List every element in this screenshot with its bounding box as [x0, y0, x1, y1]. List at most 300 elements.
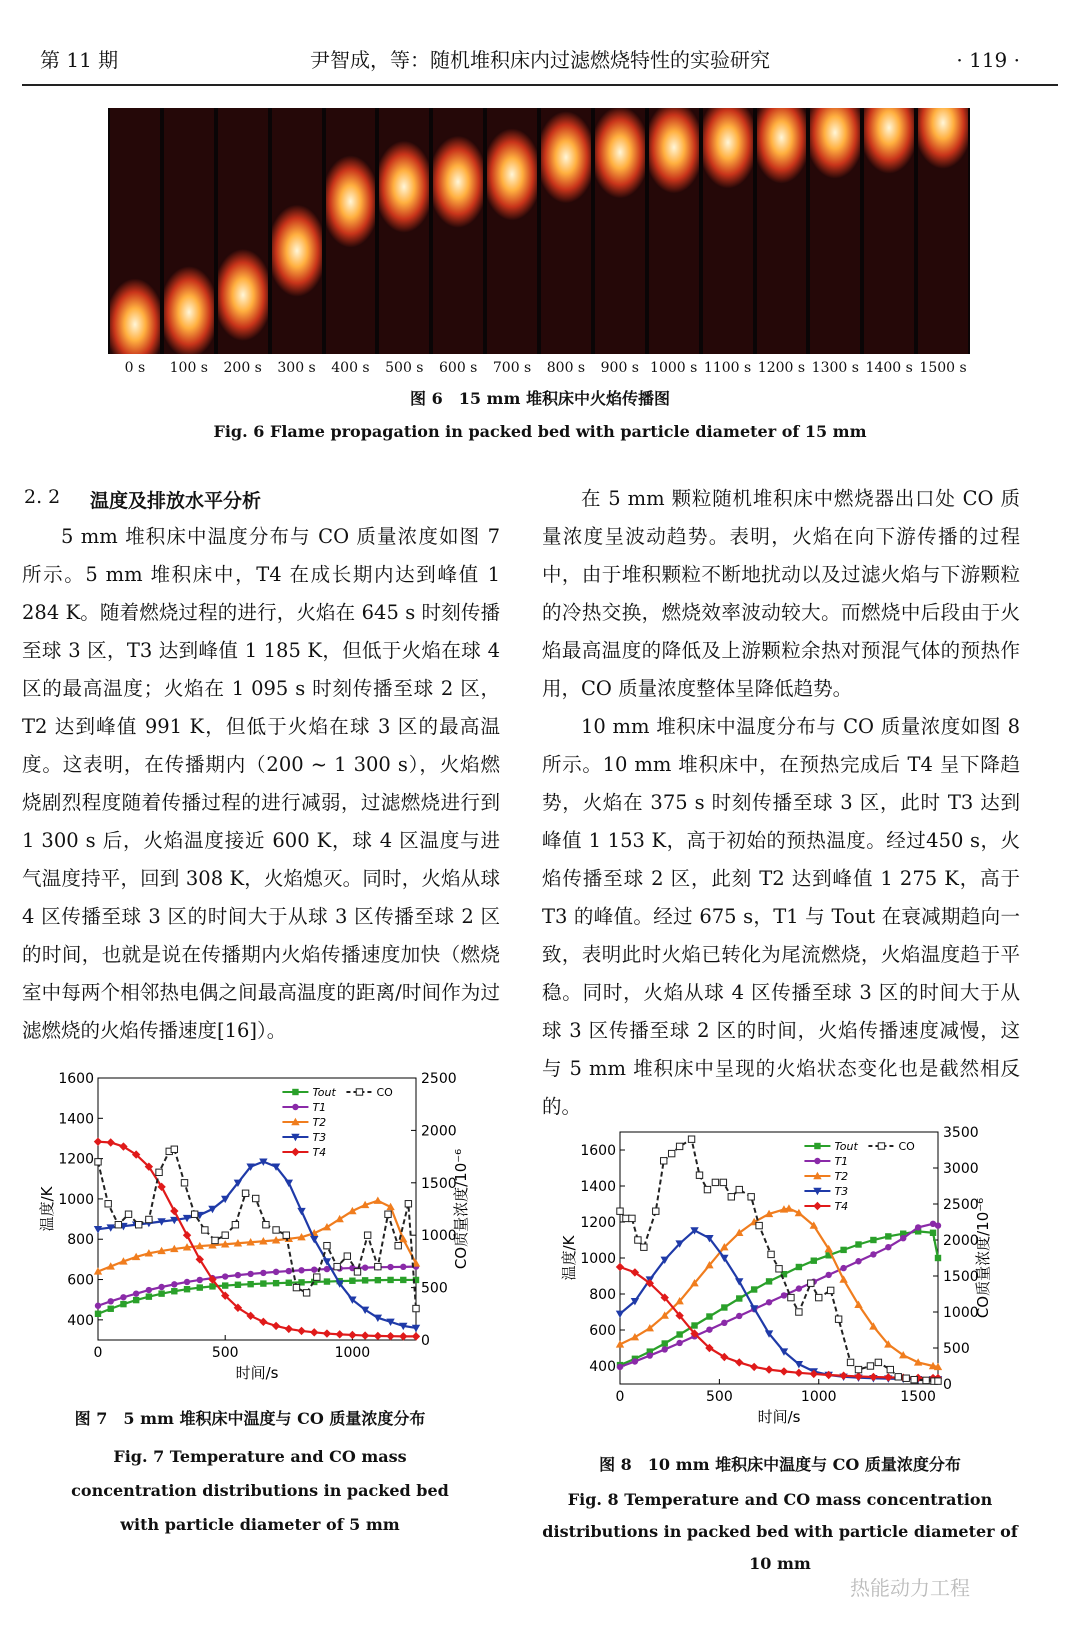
data-point: [202, 1227, 208, 1233]
data-point: [736, 1313, 742, 1319]
data-point: [839, 1372, 847, 1380]
data-point: [374, 1197, 382, 1204]
fig6-caption-en: Fig. 6 Flame propagation in packed bed with particle diameter of 15 mm: [213, 422, 867, 441]
y-tick-label: 1400: [580, 1179, 616, 1195]
data-point: [780, 1367, 788, 1375]
data-point: [375, 1263, 381, 1269]
flame-time-label: 200 s: [223, 360, 262, 376]
data-point: [115, 1222, 121, 1228]
y-axis-label: 温度/K: [560, 1235, 578, 1281]
fig7-svg: [20, 1066, 470, 1386]
flame-time-label: 700 s: [492, 360, 532, 376]
data-point: [413, 1305, 419, 1311]
y-tick-label: 800: [67, 1232, 94, 1249]
data-point: [314, 1274, 320, 1280]
fig7-caption-cn: 图 7 5 mm 堆积床中温度与 CO 质量浓度分布: [74, 1409, 426, 1428]
data-point: [617, 1364, 623, 1370]
flame-panel: [379, 108, 429, 354]
data-point: [840, 1247, 846, 1253]
y2-tick-label: 3500: [943, 1125, 979, 1141]
y-tick-label: 800: [589, 1287, 616, 1303]
flame-time-label: 100 s: [169, 360, 208, 376]
data-point: [303, 1290, 309, 1296]
flame-time-label: 400 s: [331, 360, 370, 376]
data-point: [395, 1242, 401, 1248]
data-point: [903, 1375, 909, 1381]
data-point: [273, 1227, 279, 1233]
series-line: [620, 1267, 938, 1378]
fig7-chart: [20, 1066, 470, 1386]
data-point: [212, 1237, 218, 1243]
data-point: [108, 1306, 114, 1312]
data-point: [855, 1241, 861, 1247]
legend-label: T3: [834, 1185, 849, 1198]
series-Tout: [95, 1277, 419, 1317]
data-point: [616, 1311, 624, 1318]
data-point: [285, 1325, 293, 1333]
flame-time-label: 800 s: [546, 360, 586, 376]
data-point: [855, 1366, 861, 1372]
data-point: [766, 1299, 772, 1305]
data-point: [935, 1378, 941, 1384]
data-point: [136, 1222, 142, 1228]
flame-panel: [110, 108, 160, 354]
data-point: [235, 1272, 241, 1278]
data-point: [335, 1330, 343, 1338]
data-point: [629, 1215, 635, 1221]
data-point: [750, 1363, 758, 1371]
y2-tick-label: 0: [421, 1333, 430, 1349]
data-point: [688, 1136, 694, 1142]
data-point: [247, 1271, 253, 1277]
y2-tick-label: 2000: [943, 1233, 979, 1249]
data-point: [146, 1293, 152, 1299]
legend-label: Tout: [834, 1140, 858, 1153]
x-tick-label: 1500: [900, 1389, 936, 1405]
data-point: [385, 1211, 391, 1217]
y2-tick-label: 1000: [421, 1228, 457, 1245]
data-point: [776, 1266, 782, 1272]
x-tick-label: 1000: [334, 1345, 371, 1361]
flame-panel: [595, 108, 645, 354]
series-line: [98, 1162, 416, 1328]
y2-tick-label: 2000: [421, 1123, 457, 1140]
data-point: [297, 1327, 305, 1335]
y-tick-label: 400: [589, 1359, 616, 1375]
data-point: [405, 1201, 411, 1207]
legend-label: T3: [312, 1131, 327, 1144]
data-point: [324, 1278, 330, 1284]
y2-tick-label: 1000: [943, 1305, 979, 1321]
fig6-caption-cn: 图 6 15 mm 堆积床中火焰传播图: [410, 389, 670, 408]
data-point: [867, 1363, 873, 1369]
data-point: [808, 1280, 814, 1286]
data-point: [653, 1208, 659, 1214]
data-point: [191, 1211, 197, 1217]
data-point: [616, 1263, 624, 1271]
data-point: [796, 1309, 802, 1315]
flame-time-label: 1400 s: [865, 360, 913, 376]
data-point: [386, 1332, 394, 1340]
data-point: [885, 1244, 891, 1250]
data-point: [668, 1150, 674, 1156]
data-point: [915, 1224, 921, 1230]
data-point: [125, 1211, 131, 1217]
data-point: [310, 1328, 318, 1336]
flame-time-label: 1300 s: [811, 360, 859, 376]
y2-tick-label: 500: [943, 1341, 970, 1357]
data-point: [884, 1373, 892, 1381]
flame-panel: [487, 108, 537, 354]
data-point: [364, 1232, 370, 1238]
data-point: [95, 1159, 101, 1165]
legend: [282, 1086, 393, 1159]
fig8-caption-cn: 图 8 10 mm 堆积床中温度与 CO 质量浓度分布: [599, 1455, 961, 1474]
flame-panel: [757, 108, 807, 354]
data-point: [292, 1089, 298, 1095]
data-point: [184, 1286, 190, 1292]
data-point: [623, 1215, 629, 1221]
page-number: · 119 ·: [956, 48, 1020, 72]
flame-panel: [164, 108, 214, 354]
data-point: [691, 1322, 697, 1328]
data-point: [930, 1230, 936, 1236]
data-point: [399, 1332, 407, 1340]
data-point: [756, 1222, 762, 1228]
data-point: [676, 1143, 682, 1149]
y-tick-label: 1600: [58, 1071, 94, 1087]
data-point: [835, 1316, 841, 1322]
data-point: [875, 1359, 881, 1365]
data-point: [751, 1286, 757, 1292]
legend-label: T1: [312, 1101, 327, 1114]
x-tick-label: 0: [93, 1345, 103, 1361]
data-point: [171, 1281, 177, 1287]
data-point: [870, 1237, 876, 1243]
y2-tick-label: 1500: [943, 1269, 979, 1285]
data-point: [811, 1258, 817, 1264]
data-point: [356, 1089, 362, 1095]
data-point: [94, 1137, 102, 1145]
data-point: [814, 1143, 820, 1149]
y2-tick-label: 2500: [943, 1197, 979, 1213]
data-point: [885, 1233, 891, 1239]
y2-tick-label: 500: [421, 1280, 448, 1297]
data-point: [260, 1280, 266, 1286]
data-point: [272, 1322, 280, 1330]
running-title: 尹智成，等：随机堆积床内过滤燃烧特性的实验研究: [310, 48, 770, 72]
data-point: [816, 1294, 822, 1300]
data-point: [344, 1253, 350, 1259]
data-point: [795, 1369, 803, 1377]
fig8-caption-en: Fig. 8 Temperature and CO mass concentration distributions in packed bed with particle diameter of 10 mm: [542, 1490, 1018, 1573]
data-point: [696, 1172, 702, 1178]
data-point: [923, 1377, 929, 1383]
data-point: [796, 1285, 802, 1291]
data-point: [374, 1332, 382, 1340]
data-point: [721, 1304, 727, 1310]
legend-label: T2: [834, 1170, 849, 1183]
watermark: 热能动力工程: [850, 1576, 970, 1600]
data-point: [298, 1267, 304, 1273]
data-point: [387, 1277, 393, 1283]
flame-time-label: 600 s: [439, 360, 478, 376]
data-point: [349, 1278, 355, 1284]
series-line: [620, 1230, 938, 1379]
flame-panel: [326, 108, 376, 354]
data-point: [293, 1284, 299, 1290]
series-T3: [616, 1227, 942, 1383]
y-tick-label: 600: [67, 1272, 94, 1289]
series-T1: [95, 1263, 419, 1308]
flame-time-label: 1100 s: [703, 360, 752, 376]
data-point: [297, 1208, 305, 1215]
data-point: [273, 1280, 279, 1286]
left-paragraph: [22, 518, 500, 1050]
data-point: [661, 1158, 667, 1164]
flame-panel: [864, 108, 914, 354]
data-point: [781, 1292, 787, 1298]
data-point: [171, 1288, 177, 1294]
y-tick-label: 1000: [58, 1191, 94, 1208]
data-point: [676, 1331, 682, 1337]
fig7-caption-en: Fig. 7 Temperature and CO mass concentration distributions in packed bed with particle diameter of 5 mm: [71, 1447, 449, 1534]
data-point: [260, 1270, 266, 1276]
data-point: [412, 1332, 420, 1340]
data-point: [263, 1222, 269, 1228]
flame-panel: [810, 108, 860, 354]
data-point: [911, 1376, 917, 1382]
data-point: [222, 1282, 228, 1288]
data-point: [839, 1275, 847, 1282]
flame-time-label: 300 s: [277, 360, 316, 376]
y2-axis-label: CO质量浓度/10⁻⁶: [452, 1148, 470, 1270]
data-point: [788, 1294, 794, 1300]
data-point: [712, 1179, 718, 1185]
running-issue: 第 11 期: [40, 48, 119, 72]
legend: [804, 1140, 915, 1213]
data-point: [796, 1264, 802, 1270]
data-point: [95, 1303, 101, 1309]
data-point: [146, 1287, 152, 1293]
data-point: [362, 1277, 368, 1283]
x-axis-label: 时间/s: [757, 1408, 801, 1426]
data-point: [870, 1251, 876, 1257]
flame-time-label: 500 s: [385, 360, 424, 376]
flame-time-label: 1500 s: [919, 360, 967, 376]
y2-axis-label: CO质量浓度/10⁻⁶: [974, 1197, 992, 1319]
data-point: [259, 1318, 267, 1326]
flame-panel: [649, 108, 699, 354]
data-point: [765, 1365, 773, 1373]
data-point: [813, 1202, 821, 1210]
data-point: [728, 1194, 734, 1200]
data-point: [895, 1374, 901, 1380]
data-point: [400, 1277, 406, 1283]
data-point: [222, 1232, 228, 1238]
data-point: [285, 1180, 293, 1187]
y-tick-label: 1000: [580, 1251, 616, 1267]
data-point: [291, 1148, 299, 1156]
x-tick-label: 500: [706, 1389, 733, 1405]
data-point: [146, 1216, 152, 1222]
section-title: 温度及排放水平分析: [90, 490, 262, 512]
flame-time-label: 1200 s: [757, 360, 806, 376]
data-point: [120, 1301, 126, 1307]
data-point: [133, 1297, 139, 1303]
section-number: 2. 2: [24, 486, 61, 508]
right-column: [542, 480, 1020, 1126]
data-point: [736, 1295, 742, 1301]
y-tick-label: 1400: [58, 1111, 94, 1128]
data-point: [641, 1244, 647, 1250]
x-tick-label: 500: [211, 1345, 239, 1361]
data-point: [286, 1280, 292, 1286]
data-point: [847, 1359, 853, 1365]
flame-panel: [433, 108, 483, 354]
data-point: [171, 1146, 177, 1152]
y-axis-label: 温度/K: [38, 1186, 56, 1232]
legend-label: CO: [376, 1086, 393, 1099]
data-point: [283, 1232, 289, 1238]
legend-label: Tout: [312, 1086, 336, 1099]
y-tick-label: 600: [589, 1323, 616, 1339]
legend-label: T4: [312, 1146, 327, 1159]
data-point: [311, 1266, 317, 1272]
data-point: [617, 1208, 623, 1214]
data-point: [706, 1326, 712, 1332]
data-point: [222, 1273, 228, 1279]
plot-frame: [98, 1078, 416, 1340]
series-T3: [94, 1158, 420, 1332]
flame-time-label: 900 s: [600, 360, 639, 376]
left-paragraph-text: 5 mm 堆积床中温度分布与 CO 质量浓度如图 7 所示。5 mm 堆积床中，T4 在成长期内达到峰值 1 284 K。随着燃烧过程的进行，火焰在 645 s 时刻传播至球 3 区，T3 达到峰值 1 185 K，但低于火焰在球 4 区的最高温度；火焰在 1 095 s 时刻传播至球 2 区，T2 达到峰值 991 K，但低于火焰在球 3 区的最高温度。这表明，在传播期内（200 ~ 1 300 s），火焰燃烧剧烈程度随着传播过程的进行减弱，过滤燃烧进行到 1 300 s 后，火焰温度接近 600 K，球 4 区温度与进气温度持平，回到 308 K，火焰熄灭。同时，火焰从球 4 区传播至球 3 区的时间大于从球 3 区传播至球 2 区的时间，也就是说在传播期内火焰传播速度加快（燃烧室中每两个相邻热电偶之间最高温度的距离/时间作为过滤燃烧的火焰传播速度[16]）。: [22, 525, 500, 1042]
x-axis-label: 时间/s: [235, 1364, 279, 1382]
data-point: [361, 1331, 369, 1339]
y2-tick-label: 3000: [943, 1161, 979, 1177]
series-line: [98, 1267, 416, 1306]
header-rule: [22, 84, 1058, 86]
data-point: [242, 1190, 248, 1196]
data-point: [825, 1272, 831, 1278]
data-point: [197, 1284, 203, 1290]
data-point: [887, 1366, 893, 1372]
data-point: [635, 1237, 641, 1243]
data-point: [170, 1207, 178, 1215]
data-point: [107, 1138, 115, 1146]
data-point: [720, 1179, 726, 1185]
data-point: [735, 1358, 743, 1366]
data-point: [647, 1352, 653, 1358]
data-point: [183, 1231, 191, 1239]
data-point: [235, 1282, 241, 1288]
data-point: [184, 1279, 190, 1285]
data-point: [323, 1329, 331, 1337]
data-point: [362, 1264, 368, 1270]
data-point: [676, 1340, 682, 1346]
data-point: [286, 1268, 292, 1274]
data-point: [814, 1158, 820, 1164]
data-point: [855, 1258, 861, 1264]
legend-label: T2: [312, 1116, 327, 1129]
legend-label: T4: [834, 1200, 849, 1213]
data-point: [878, 1143, 884, 1149]
data-point: [348, 1331, 356, 1339]
data-point: [354, 1269, 360, 1275]
data-point: [120, 1294, 126, 1300]
flame-propagation-figure: [108, 108, 970, 354]
data-point: [662, 1346, 668, 1352]
data-point: [935, 1222, 941, 1228]
data-point: [133, 1290, 139, 1296]
x-tick-label: 0: [615, 1389, 625, 1405]
data-point: [768, 1251, 774, 1257]
data-point: [334, 1263, 340, 1269]
data-point: [869, 1373, 877, 1381]
series-T4: [94, 1137, 420, 1340]
data-point: [900, 1235, 906, 1241]
y-tick-label: 400: [67, 1312, 94, 1329]
data-point: [273, 1269, 279, 1275]
data-point: [662, 1340, 668, 1346]
data-point: [854, 1372, 862, 1380]
data-point: [232, 1222, 238, 1228]
y2-tick-label: 2500: [421, 1071, 457, 1087]
data-point: [935, 1255, 941, 1261]
data-point: [400, 1264, 406, 1270]
data-point: [108, 1298, 114, 1304]
flame-panel: [541, 108, 591, 354]
data-point: [721, 1320, 727, 1326]
data-point: [292, 1104, 298, 1110]
x-tick-label: 1000: [800, 1389, 837, 1405]
data-point: [736, 1186, 742, 1192]
y2-tick-label: 0: [943, 1377, 952, 1393]
fig8-svg: [548, 1120, 992, 1430]
data-point: [253, 1195, 259, 1201]
series-T4: [616, 1263, 942, 1382]
y-tick-label: 1200: [58, 1151, 94, 1168]
flame-time-label: 1000 s: [650, 360, 698, 376]
data-point: [706, 1313, 712, 1319]
flame-panel: [272, 108, 322, 354]
series-CO: [95, 1146, 419, 1312]
data-point: [840, 1265, 846, 1271]
data-point: [766, 1278, 772, 1284]
data-point: [158, 1290, 164, 1296]
data-point: [181, 1180, 187, 1186]
data-point: [158, 1284, 164, 1290]
y2-tick-label: 1500: [421, 1175, 457, 1192]
data-point: [704, 1186, 710, 1192]
legend-label: T1: [834, 1155, 849, 1168]
data-point: [247, 1281, 253, 1287]
data-point: [105, 1201, 111, 1207]
data-point: [95, 1311, 101, 1317]
data-point: [387, 1264, 393, 1270]
y-tick-label: 1200: [580, 1215, 616, 1231]
y-tick-label: 1600: [580, 1143, 616, 1159]
right-paragraph-2: 10 mm 堆积床中温度分布与 CO 质量浓度如图 8 所示。10 mm 堆积床中，在预热完成后 T4 呈下降趋势，火焰在 375 s 时刻传播至球 3 区，此时 T3 达到峰值 1 153 K，高于初始的预热温度。经过450 s，火焰传播至球 2 区，此刻 T2 达到峰值 1 275 K，高于 T3 的峰值。经过 675 s，T1 与 Tout 在衰减期趋向一致，表明此时火焰已转化为尾流燃烧，火焰温度趋于平稳。同时，火焰从球 4 区传播至球 3 区的时间大于从球 3 区传播至球 2 区的时间，火焰传播速度减慢，这与 5 mm 堆积床中呈现的火焰状态变化也是截然相反的。: [542, 715, 1020, 1118]
fig8-chart: [548, 1120, 992, 1430]
data-point: [827, 1287, 833, 1293]
data-point: [324, 1242, 330, 1248]
right-paragraph-1: 在 5 mm 颗粒随机堆积床中燃烧器出口处 CO 质量浓度呈波动趋势。表明，火焰在向下游传播的过程中，由于堆积颗粒不断地扰动以及过滤火焰与下游颗粒的冷热交换，燃烧效率波动较大。而燃烧中后段由于火焰最高温度的降低及上游颗粒余热对预混气体的预热作用，CO 质量浓度整体呈降低趋势。: [542, 487, 1020, 700]
flame-panel: [918, 108, 968, 354]
flame-panel: [703, 108, 753, 354]
data-point: [197, 1277, 203, 1283]
flame-time-label: 0 s: [124, 360, 146, 376]
